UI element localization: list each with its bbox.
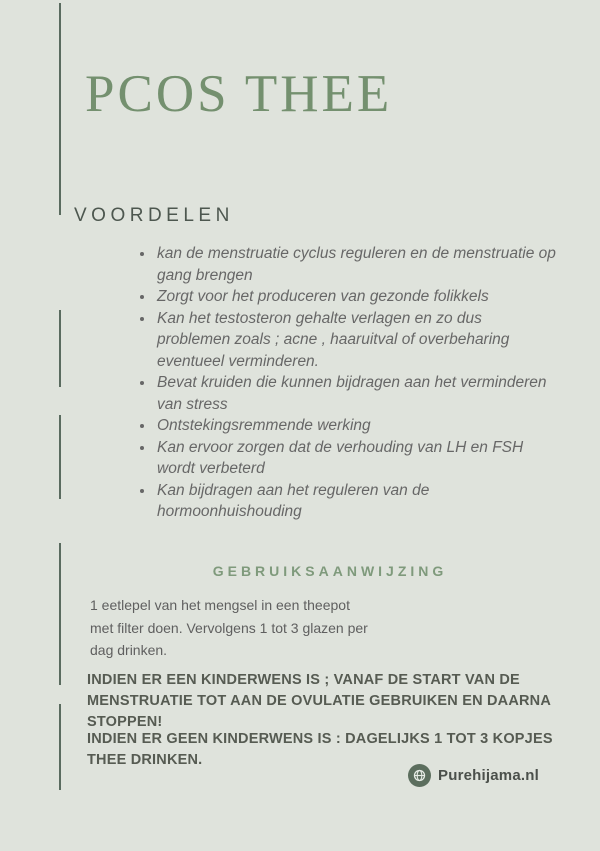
- notice-child-wish: INDIEN ER EEN KINDERWENS IS ; VANAF DE START VAN DE MENSTRUATIE TOT AAN DE OVULATIE GEBRUIKEN EN DAARNA STOPPEN!: [87, 672, 551, 730]
- usage-heading: GEBRUIKSAANWIJZING: [212, 563, 448, 579]
- benefit-item: • Bevat kruiden die kunnen bijdragen aan het verminderen van stress: [155, 372, 557, 415]
- benefit-item: • Zorgt voor het produceren van gezonde folikkels: [155, 286, 557, 308]
- benefit-item: • kan de menstruatie cyclus reguleren en de menstruatie op gang brengen: [155, 243, 557, 286]
- vertical-divider-segment: [59, 415, 61, 499]
- benefits-heading: VOORDELEN: [74, 205, 234, 226]
- benefit-item: • Kan bijdragen aan het reguleren van de hormoonhuishouding: [155, 480, 557, 523]
- benefits-list: [137, 243, 557, 523]
- brand-name: Purehijama.nl: [438, 767, 539, 784]
- brand-footer: [408, 764, 539, 787]
- globe-icon: [408, 764, 431, 787]
- benefit-item: • Ontstekingsremmende werking: [155, 415, 557, 437]
- benefit-item: • Kan het testosteron gehalte verlagen en zo dus problemen zoals ; acne , haaruitval of overbeharing eventueel verminderen.: [155, 308, 557, 373]
- vertical-divider-segment: [59, 310, 61, 387]
- page-title: PCOS THEE: [85, 65, 393, 123]
- vertical-divider-segment: [59, 543, 61, 685]
- vertical-divider-segment: [59, 704, 61, 790]
- usage-instructions: 1 eetlepel van het mengsel in een theepot met filter doen. Vervolgens 1 tot 3 glazen per dag drinken.: [90, 597, 368, 658]
- notice-no-child-wish: INDIEN ER GEEN KINDERWENS IS : DAGELIJKS 1 TOT 3 KOPJES THEE DRINKEN.: [87, 731, 553, 768]
- benefit-item: • Kan ervoor zorgen dat de verhouding van LH en FSH wordt verbeterd: [155, 437, 557, 480]
- vertical-divider-segment: [59, 3, 61, 215]
